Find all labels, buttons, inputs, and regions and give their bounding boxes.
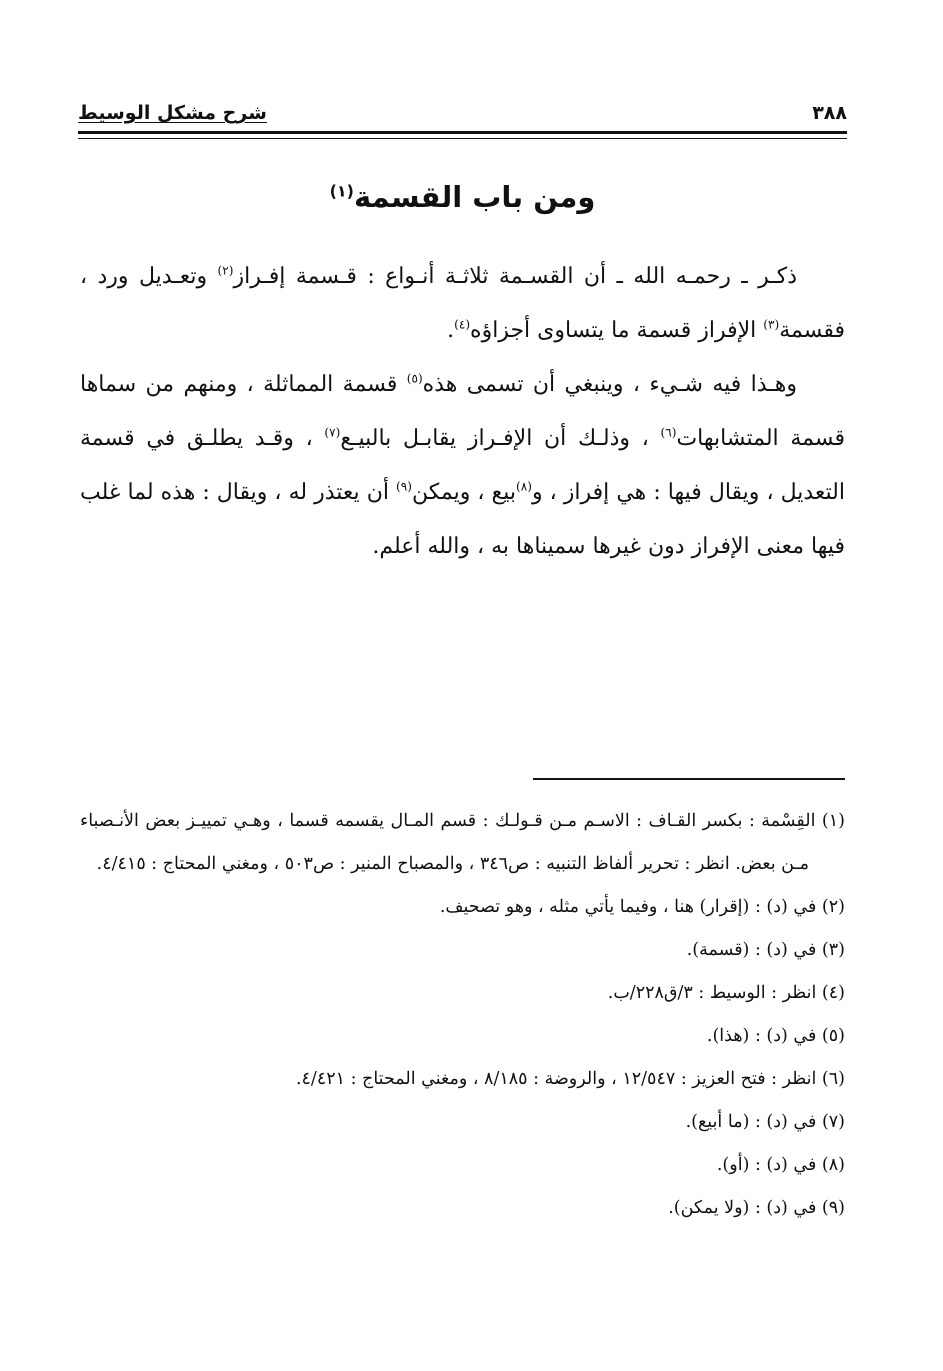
footnote-6: (٦) انظر : فتح العزيز : ١٢/٥٤٧ ، والروضة : ٨/١٨٥ ، ومغني المحتاج : ٤/٤٢١. [295,1069,845,1089]
footnotes [80,800,845,1230]
chapter-heading [78,180,847,214]
footnote-9: (٩) في (د) : (ولا يمكن). [668,1198,845,1218]
text-run: أن يعتذر له ، ويقال : هذه لما غلب فيها معنى الإفراز دون غيرها سميناها به ، والله أعلم. [80,480,845,559]
text-run: الإفراز قسمة ما يتساوى أجزاؤه [470,318,764,343]
footnote-ref: (٦) [660,425,677,440]
book-title: شرح مشكل الوسيط [78,102,267,124]
footnote-1: (١) القِسْمة : بكسر القـاف : الاسـم مـن قـولـك : قسم المـال يقسمه قسما ، وهـي تمييـز بعض الأنـصباء مـن بعض. انظر : تحرير ألفاظ التنبيه : ص٣٤٦ ، والمصباح المنير : ص٥٠٣ ، ومغني المحتاج : ٤/٤١٥. [80,811,845,874]
running-header [78,100,847,126]
text-run: ذكـر ـ رحمـه الله ـ أن القسـمة ثلاثـة أنـواع : قـسمة إفـراز [233,264,798,289]
footnote-7: (٧) في (د) : (ما أبيع). [685,1112,845,1132]
footnote-8: (٨) في (د) : (أو). [716,1155,845,1175]
text-run: ، وقـد يطلـق في قسمة التعديل ، ويقال فيها : هي إفراز ، و [80,426,845,505]
paragraph-2 [80,358,845,574]
text-run: قسمة المماثلة ، ومنهم من سماها قسمة المتشابهات [80,372,845,451]
text-run: بيع ، ويمكن [411,480,517,505]
footnote-ref: (٧) [324,425,341,440]
header-rule-thick [78,131,847,134]
footnote-ref: (١) [329,181,354,201]
footnote-ref: (٩) [396,479,412,494]
text-run: وهـذا فيه شـيء ، وينبغي أن تسمى هذه [422,372,797,397]
footnote-ref: (٣) [763,317,780,332]
footnote-ref: (٨) [516,479,532,494]
footnote-4: (٤) انظر : الوسيط : ٣/ق٢٢٨/ب. [607,983,845,1003]
footnote-2: (٢) في (د) : (إقرار) هنا ، وفيما يأتي مثله ، وهو تصحيف. [439,897,845,917]
text-run: . [447,318,455,343]
paragraph-1 [80,250,845,358]
page-number: ٣٨٨ [812,102,847,124]
footnote-ref: (٢) [217,263,234,278]
footnote-ref: (٤) [454,317,471,332]
text-run: وتعـديل ورد ، فقسمة [80,264,845,343]
footnote-5: (٥) في (د) : (هذا). [706,1026,845,1046]
chapter-title: ومن باب القسمة [353,180,596,214]
footnote-3: (٣) في (د) : (قسمة). [686,940,845,960]
header-rule-thin [78,138,847,139]
text-run: ، وذلـك أن الإفـراز يقابـل بالبيـع [340,426,661,451]
footnote-ref: (٥) [406,371,423,386]
footnote-separator [533,778,845,780]
main-text [80,250,845,574]
